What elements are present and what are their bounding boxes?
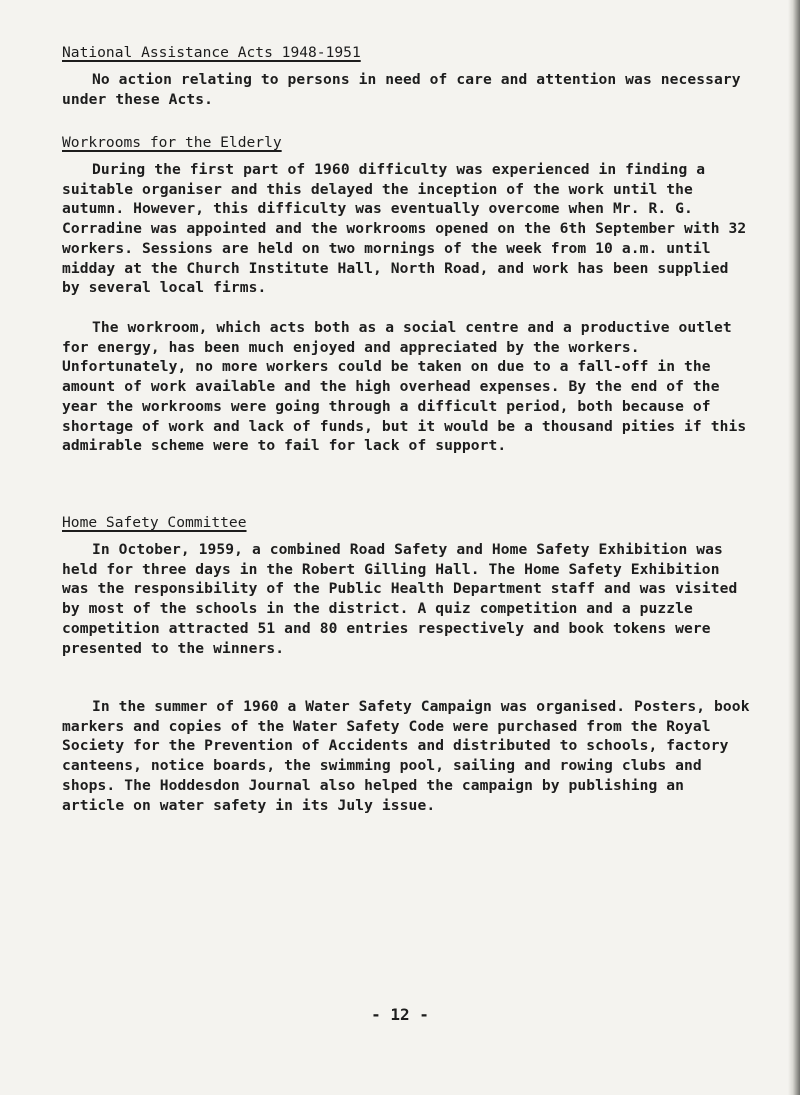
section-heading-national-assistance: National Assistance Acts 1948-1951: [62, 44, 361, 61]
scan-edge-shadow: [788, 0, 800, 1095]
page-number: - 12 -: [371, 1005, 429, 1024]
section-heading-home-safety: Home Safety Committee: [62, 514, 247, 531]
paragraph-national-assistance: No action relating to persons in need of care and attention was necessary under these Acts.: [62, 71, 741, 108]
paragraph-home-safety-1: In October, 1959, a combined Road Safety and Home Safety Exhibition was held for three days in the Robert Gilling Hall. The Home Safety Exhibition was the responsibility of the Public Health Department staff and was visited by most of the schools in the district. A quiz competition and a puzzle competition attracted 51 and 80 entries respectively and book tokens were presented to the winners.: [62, 541, 738, 657]
paragraph-home-safety-2: In the summer of 1960 a Water Safety Campaign was organised. Posters, book markers and copies of the Water Safety Code were purchased from the Royal Society for the Prevention of Accidents and distributed to schools, factory canteens, notice boards, the swimming pool, sailing and rowing clubs and shops. The Hoddesdon Journal also helped the campaign by publishing an article on water safety in its July issue.: [62, 698, 750, 814]
paragraph-workrooms-1: During the first part of 1960 difficulty was experienced in finding a suitable organiser and this delayed the inception of the work until the autumn. However, this difficulty was eventually overcome when Mr. R. G. Corradine was appointed and the workrooms opened on the 6th September with 32 workers. Sessions are held on two mornings of the week from 10 a.m. until midday at the Church Institute Hall, North Road, and work has been supplied by several local firms.: [62, 161, 747, 297]
section-heading-workrooms: Workrooms for the Elderly: [62, 134, 282, 151]
paragraph-workrooms-2: The workroom, which acts both as a social centre and a productive outlet for energy, has been much enjoyed and appreciated by the workers. Unfortunately, no more workers could be taken on due to a fall-off in the amount of work available and the high overhead expenses. By the end of the year the workrooms were going through a difficult period, both because of shortage of work and lack of funds, but it would be a thousand pities if this admirable scheme were to fail for lack of support.: [62, 319, 747, 455]
